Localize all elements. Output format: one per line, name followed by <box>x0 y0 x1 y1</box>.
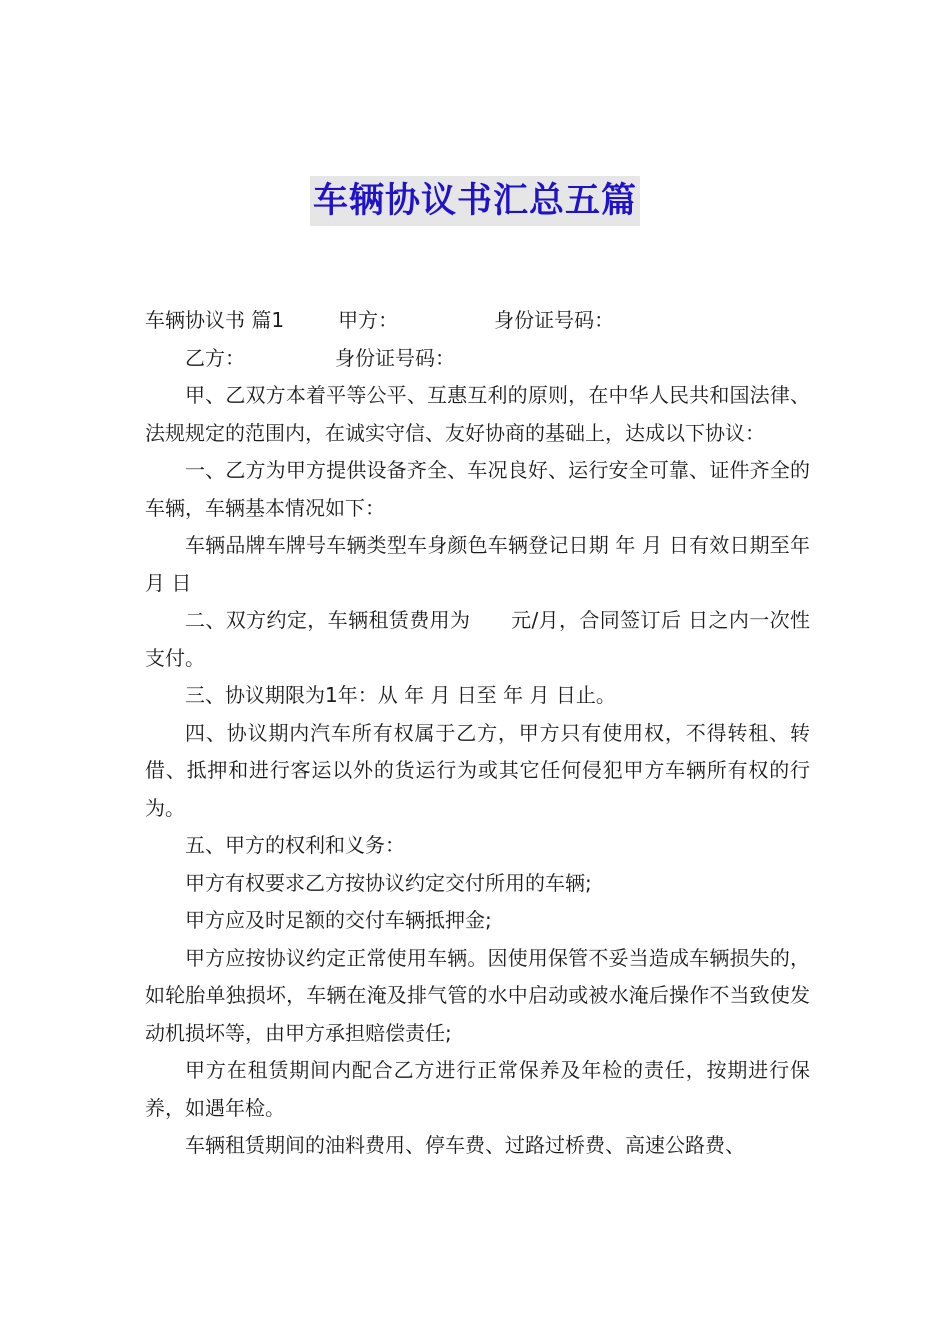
paragraph: 三、协议期限为1年：从 年 月 日至 年 月 日止。 <box>185 683 616 707</box>
paragraph: 五、甲方的权利和义务： <box>185 833 405 857</box>
paragraph: 四、协议期内汽车所有权属于乙方，甲方只有使用权，不得转租、转借、抵押和进行客运以外的货运行为或其它任何侵犯甲方车辆所有权的行为。 <box>145 720 810 820</box>
party-b-label: 乙方： <box>185 345 245 370</box>
paragraph: 一、乙方为甲方提供设备齐全、车况良好、运行安全可靠、证件齐全的车辆，车辆基本情况如下： <box>145 458 810 520</box>
party-b-line <box>145 340 810 378</box>
title-container <box>0 176 950 226</box>
paragraph: 车辆品牌车牌号车辆类型车身颜色车辆登记日期 年 月 日有效日期至年 月 日 <box>145 533 810 595</box>
party-a-id-label: 身份证号码： <box>494 308 615 332</box>
paragraph: 甲方应及时足额的交付车辆抵押金; <box>185 908 492 932</box>
paragraph: 二、双方约定，车辆租赁费用为 元/月，合同签订后 日之内一次性支付。 <box>145 608 810 670</box>
party-a-label: 甲方： <box>338 308 399 332</box>
document-title: 车辆协议书汇总五篇 <box>310 176 640 226</box>
paragraph: 甲方应按协议约定正常使用车辆。因使用保管不妥当造成车辆损失的，如轮胎单独损坏，车辆在淹及排气管的水中启动或被水淹后操作不当致使发动机损坏等，由甲方承担赔偿责任; <box>145 945 810 1045</box>
party-b-id-label: 身份证号码： <box>335 345 455 370</box>
paragraph: 甲方有权要求乙方按协议约定交付所用的车辆; <box>185 870 592 895</box>
paragraph: 甲方在租赁期间内配合乙方进行正常保养及年检的责任，按期进行保养，如遇年检。 <box>145 1058 810 1120</box>
header-line <box>145 302 810 340</box>
paragraph: 车辆租赁期间的油料费用、停车费、过路过桥费、高速公路费、 <box>185 1133 745 1157</box>
paragraph: 甲、乙双方本着平等公平、互惠互利的原则，在中华人民共和国法律、法规规定的范围内，在诚实守信、友好协商的基础上，达成以下协议： <box>145 383 810 445</box>
document-body <box>145 302 810 1165</box>
section-label: 车辆协议书 篇1 <box>145 308 285 332</box>
